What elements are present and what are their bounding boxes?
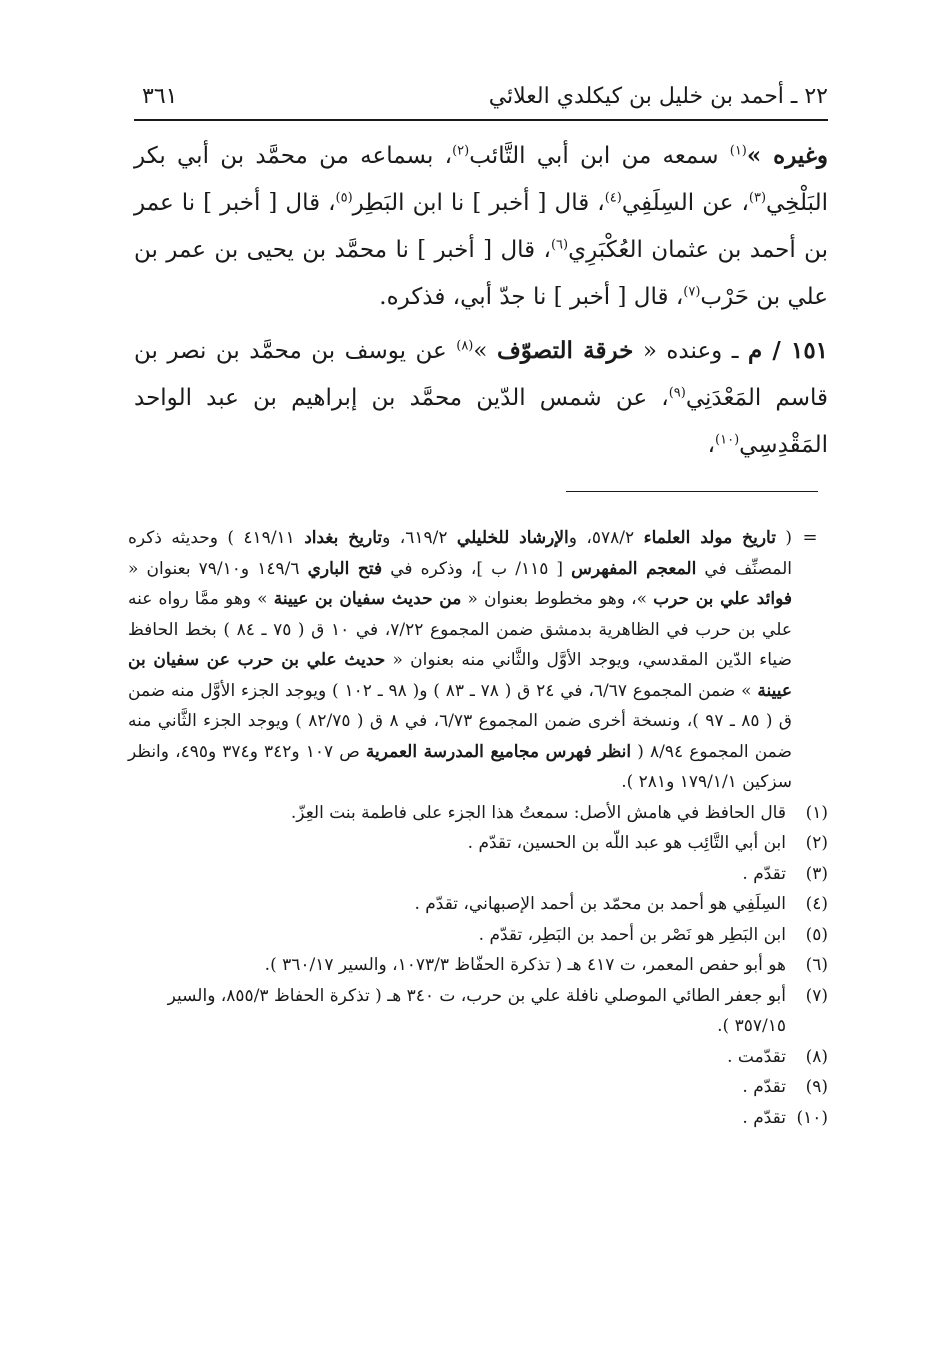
footnote-number: (٨): [805, 1046, 828, 1067]
footnote-ref: (٨): [456, 338, 474, 354]
footnote-text: أبو جعفر الطائي الموصلي نافلة علي بن حرب، ت ٣٤٠ هـ ( تذكرة الحفاظ ٨٥٥/٣، والسير ٣٥٧/١٥ ).: [167, 985, 786, 1036]
footnote: [128, 889, 828, 920]
footnote-text: ابن أبي التَّائِب هو عبد اللّه بن الحسين، تقدّم .: [467, 833, 786, 853]
footnote-continuation: = ( تاريخ مولد العلماء ٥٧٨/٢، والإرشاد للخليلي ٦١٩/٢، وتاريخ بغداد ٤١٩/١١ ) وحديثه ذكره المصنِّف في المعجم المفهرس [ ١١٥/ ب ]، وذكره في فتح الباري ١٤٩/٦ و٧٩/١٠ بعنوان « فوائد علي بن حرب »، وهو مخطوط بعنوان « من حديث سفيان بن عيينة » وهو ممَّا رواه عنه علي بن حرب في الظاهرية بدمشق ضمن المجموع ٧/٢٢، في ١٠ ق ( ٧٥ ـ ٨٤ ) بخط الحافظ ضياء الدّين المقدسي، ويوجد الأوَّل والثَّاني منه بعنوان « حديث علي بن حرب عن سفيان بن عيينة » ضمن المجموع ٦/٦٧، في ٢٤ ق ( ٧٨ ـ ٨٣ ) و( ٩٨ ـ ١٠٢ ) ويوجد الجزء الأوَّل منه ضمن ق ( ٨٥ ـ ٩٧ )، ونسخة أخرى ضمن المجموع ٦/٧٣، في ٨ ق ( ٨٢/٧٥ ) ويوجد الجزء الثَّاني منه ضمن المجموع ٨/٩٤ ( انظر فهرس مجاميع المدرسة العمرية ص ١٠٧ و٣٤٢ و٣٧٤ و٤٩٥، وانظر سزكين ١٧٩/١/١ و٢٨١ ).: [128, 523, 828, 798]
footnote-text: السِلَفِي هو أحمد بن محمّد بن أحمد الإصبهاني، تقدّم .: [414, 894, 786, 914]
footnote-ref: (١): [729, 143, 747, 159]
footnote-ref: (٤): [604, 190, 622, 206]
footnote-number: (٣): [805, 863, 828, 884]
footnote-text: ابن البَطِر هو نَصْر بن أحمد بن البَطِر، تقدّم .: [478, 924, 786, 945]
footnote-ref: (٣): [748, 190, 767, 206]
footnote: [128, 950, 828, 981]
footnote-ref: (٦): [550, 237, 569, 253]
footnote: [128, 981, 828, 1042]
footnote-text: تقدّم .: [742, 863, 786, 884]
footnote: [128, 798, 828, 829]
footnote-ref: (٢): [452, 143, 470, 159]
footnote-text: هو أبو حفص المعمر، ت ٤١٧ هـ ( تذكرة الحفّاظ ١٠٧٣/٣، والسير ٣٦٠/١٧ ).: [264, 955, 786, 975]
footnote-number: (٩): [805, 1077, 828, 1097]
footnote-ref: (١٠): [715, 432, 740, 448]
footnote-separator: [566, 491, 818, 492]
footnote-text: تقدّم .: [742, 1077, 786, 1097]
paragraph-1: وغيره »$^{(١)}$ سمعه من ابن أبي التَّائب$^{(٢)}$، بسماعه من محمَّد بن أبي بكر البَلْخِي$^{(٣)}$، عن السِلَفِي$^{(٤)}$، قال [ أخبر ] نا ابن البَطِر$^{(٥)}$، قال [ أخبر ] نا عمر بن أحمد بن عثمان العُكْبَرِي$^{(٦)}$، قال [ أخبر ] نا محمَّد بن يحيى بن عمر بن علي بن حَرْب$^{(٧)}$، قال [ أخبر ] نا جدّ أبي، فذكره.: [134, 142, 828, 310]
footnote-number: (٤): [805, 894, 828, 914]
page-header: [134, 78, 828, 118]
footnote-number: (١): [805, 802, 828, 823]
footnote-number: (١٠): [796, 1107, 828, 1128]
footnote-ref: (٩): [668, 385, 686, 401]
footnote: [128, 859, 828, 890]
header-rule: [134, 119, 828, 121]
running-title: ٢٢ ـ أحمد بن خليل بن كيكلدي العلائي: [488, 84, 828, 109]
entry-number: ١٥١ / م: [747, 337, 829, 364]
footnote: [128, 1103, 828, 1134]
footnote-number: (٥): [805, 924, 828, 945]
footnote: [128, 1072, 828, 1103]
footnote: [128, 920, 828, 951]
paragraph-2: ١٥١ / م ـ وعنده « خرقة التصوّف »$^{(٨)}$ عن يوسف بن محمَّد بن نصر بن قاسم المَعْدَنِي$^{(٩)}$، عن شمس الدّين محمَّد بن إبراهيم بن عبد الواحد المَقْدِسِي$^{(١٠)}$،: [134, 337, 829, 458]
footnote-text: تقدّم .: [742, 1107, 786, 1128]
footnote-number: (٢): [805, 833, 828, 853]
footnotes: [128, 523, 828, 1133]
footnote: [128, 1042, 828, 1073]
page-number: ٣٦١: [142, 84, 178, 109]
footnote: [128, 828, 828, 859]
footnote-text: تقدّمت .: [727, 1046, 786, 1067]
footnote-number: (٧): [805, 985, 828, 1006]
book-title: خرقة التصوّف: [496, 337, 634, 364]
main-text: [134, 132, 828, 469]
footnote-ref: (٧): [683, 284, 701, 300]
continuation-marker: =: [802, 527, 818, 548]
footnote-number: (٦): [805, 955, 828, 975]
footnote-ref: (٥): [335, 190, 353, 206]
footnote-text: قال الحافظ في هامش الأصل: سمعتُ هذا الجزء على فاطمة بنت العِزّ.: [290, 802, 786, 823]
